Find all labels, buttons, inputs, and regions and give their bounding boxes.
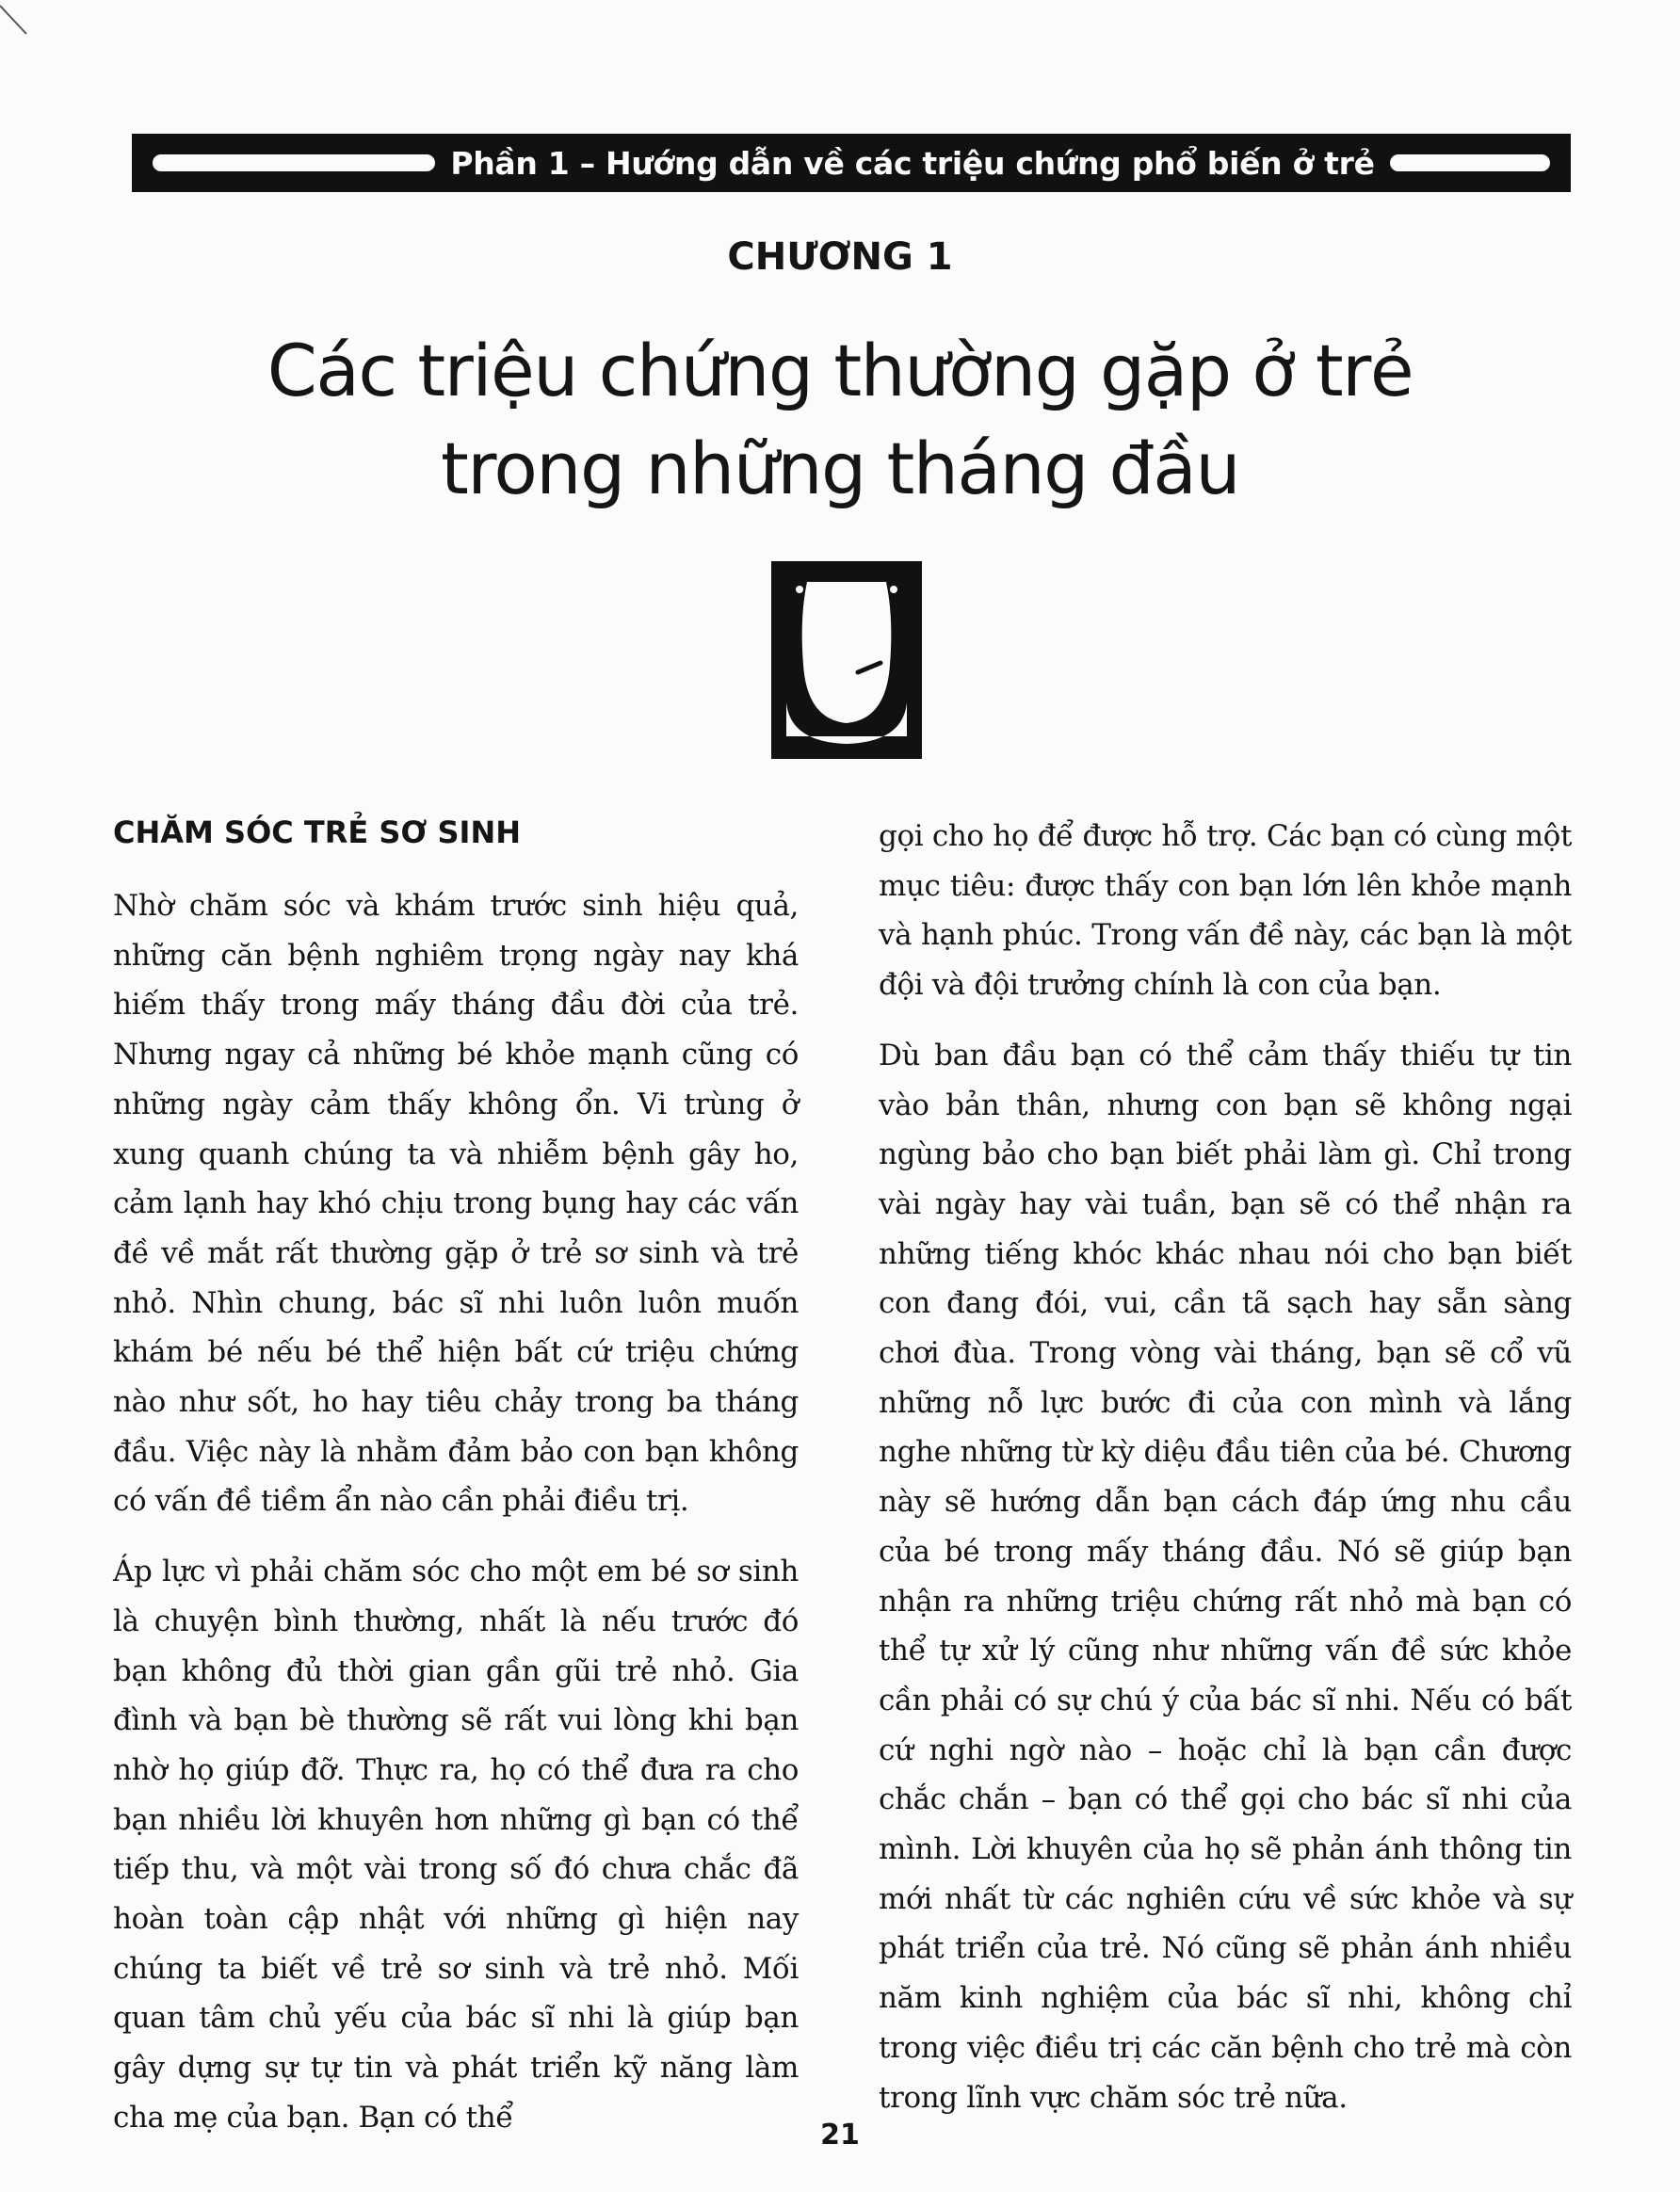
left-column — [113, 812, 799, 2143]
chapter-title-line-1: Các triệu chứng thường gặp ở trẻ — [267, 329, 1413, 412]
part-header-bar — [132, 134, 1571, 192]
right-column — [879, 812, 1572, 2122]
header-decoration-right — [1390, 154, 1550, 171]
right-paragraph-2: Dù ban đầu bạn có thể cảm thấy thiếu tự tin vào bản thân, nhưng con bạn sẽ không ngại ngùng bảo cho bạn biết phải làm gì. Chỉ trong vài ngày hay vài tuần, bạn sẽ có thể nhận ra những tiếng khóc khác nhau nói cho bạn biết con đang đói, vui, cần tã sạch hay sẵn sàng chơi đùa. Trong vòng vài tháng, bạn sẽ cổ vũ những nỗ lực bước đi của con mình và lắng nghe những từ kỳ diệu đầu tiên của bé. Chương này sẽ hướng dẫn bạn cách đáp ứng nhu cầu của bé trong mấy tháng đầu. Nó sẽ giúp bạn nhận ra những triệu chứng rất nhỏ mà bạn có thể tự xử lý cũng như những vấn đề sức khỏe cần phải có sự chú ý của bác sĩ nhi. Nếu có bất cứ nghi ngờ nào – hoặc chỉ là bạn cần được chắc chắn – bạn có thể gọi cho bác sĩ nhi của mình. Lời khuyên của họ sẽ phản ánh thông tin mới nhất từ các nghiên cứu về sức khỏe và sự phát triển của trẻ. Nó cũng sẽ phản ánh nhiều năm kinh nghiệm của bác sĩ nhi, không chỉ trong việc điều trị các căn bệnh cho trẻ mà còn trong lĩnh vực chăm sóc trẻ nữa. — [879, 1038, 1572, 2115]
header-decoration-left — [153, 154, 435, 171]
section-heading: CHĂM SÓC TRẺ SƠ SINH — [113, 814, 522, 850]
infant-face-icon — [771, 561, 922, 759]
right-paragraph-1: gọi cho họ để được hỗ trợ. Các bạn có cùng một mục tiêu: được thấy con bạn lớn lên khỏe mạnh và hạnh phúc. Trong vấn đề này, các bạn là một đội và đội trưởng chính là con của bạn. — [879, 819, 1572, 1003]
left-paragraph-2: Áp lực vì phải chăm sóc cho một em bé sơ sinh là chuyện bình thường, nhất là nếu trước đó bạn không đủ thời gian gần gũi trẻ nhỏ. Gia đình và bạn bè thường sẽ rất vui lòng khi bạn nhờ họ giúp đỡ. Thực ra, họ có thể đưa ra cho bạn nhiều lời khuyên hơn những gì bạn có thể tiếp thu, và một vài trong số đó chưa chắc đã hoàn toàn cập nhật với những gì hiện nay chúng ta biết về trẻ sơ sinh và trẻ nhỏ. Mối quan tâm chủ yếu của bác sĩ nhi là giúp bạn gây dựng sự tự tin và phát triển kỹ năng làm cha mẹ của bạn. Bạn có thể — [113, 1555, 799, 2135]
left-paragraph-1: Nhờ chăm sóc và khám trước sinh hiệu quả, những căn bệnh nghiêm trọng ngày nay khá hiếm thấy trong mấy tháng đầu đời của trẻ. Nhưng ngay cả những bé khỏe mạnh cũng có những ngày cảm thấy không ổn. Vi trùng ở xung quanh chúng ta và nhiễm bệnh gây ho, cảm lạnh hay khó chịu trong bụng hay các vấn đề về mắt rất thường gặp ở trẻ sơ sinh và trẻ nhỏ. Nhìn chung, bác sĩ nhi luôn luôn muốn khám bé nếu bé thể hiện bất cứ triệu chứng nào như sốt, ho hay tiêu chảy trong ba tháng đầu. Việc này là nhằm đảm bảo con bạn không có vấn đề tiềm ẩn nào cần phải điều trị. — [113, 889, 799, 1519]
chapter-title — [0, 322, 1680, 518]
scan-corner-mark — [0, 0, 38, 38]
page-number: 21 — [820, 2119, 860, 2152]
chapter-label: CHƯƠNG 1 — [727, 235, 953, 279]
part-header-title: Phần 1 – Hướng dẫn về các triệu chứng phổ biến ở trẻ — [450, 144, 1375, 182]
chapter-title-line-2: trong những tháng đầu — [440, 427, 1240, 510]
